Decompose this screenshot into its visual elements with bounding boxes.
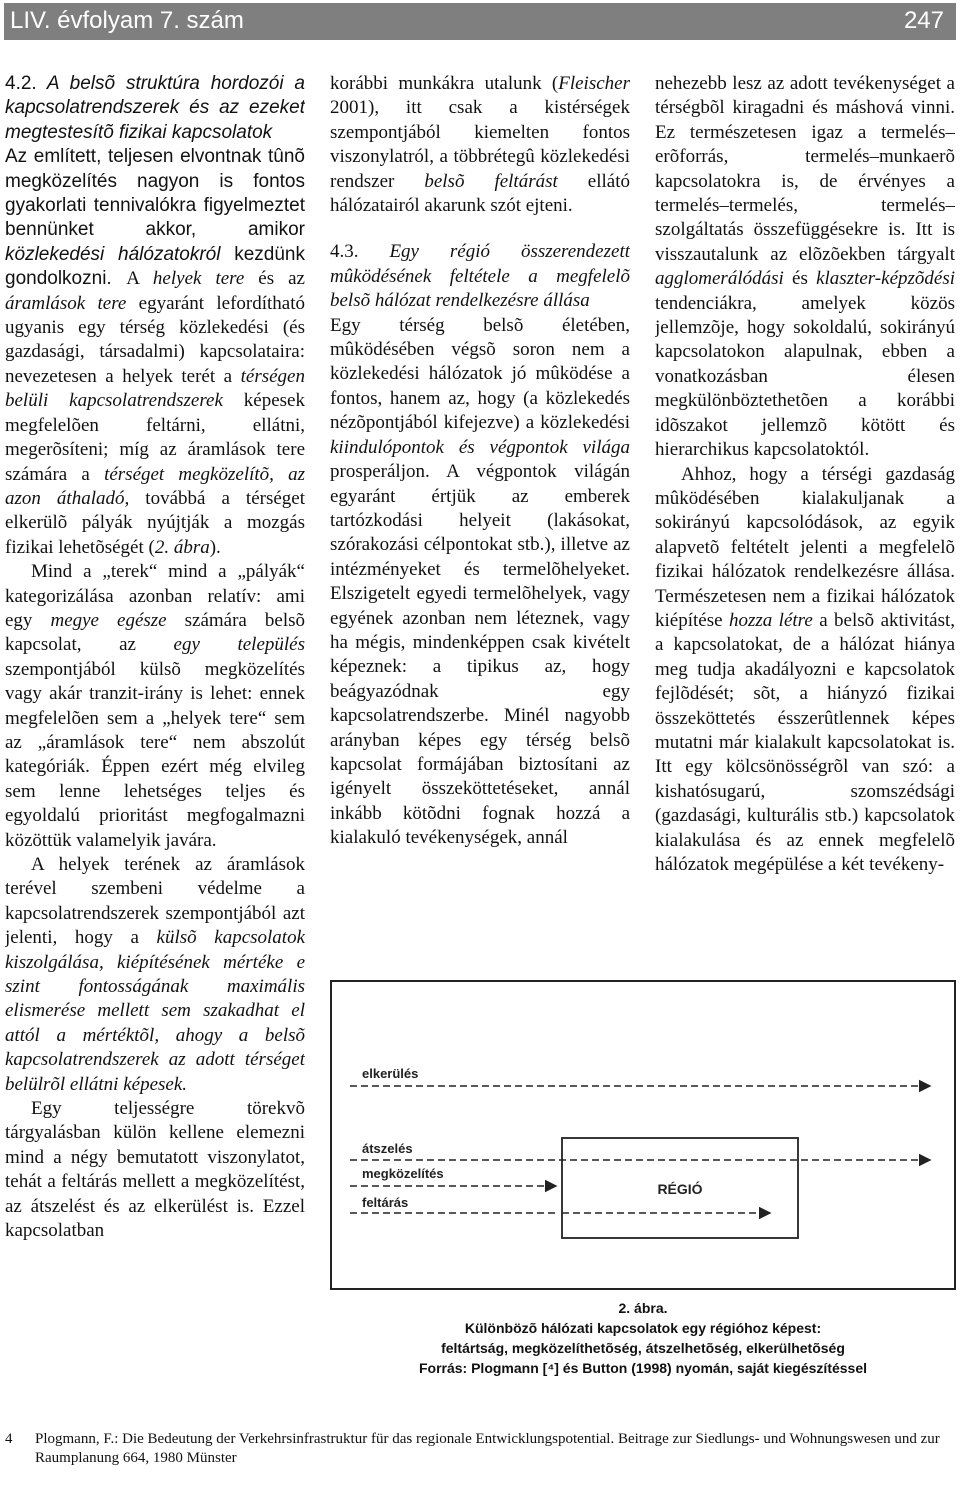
page-number: 247 — [903, 7, 944, 34]
text-run: Mind a „terek“ mind a „pályák“ kategorizálása azonban relatív: ami egy — [5, 561, 305, 631]
paragraph — [655, 72, 955, 463]
text-run: Egy térség belsõ életében, mûködésében végsõ soron nem a közlekedési hálózatok jó mûködése a fontos, hanem az, hogy (a közlekedés nézõpontjából kifejezve) a közlekedési — [330, 314, 630, 434]
paragraph — [5, 145, 305, 560]
caption-number: 2. ábra. — [618, 1300, 668, 1316]
section-heading-4-3: 4.3. Egy régió összerendezett mûködésének feltétele a megfelelõ belsõ hálózat rendelkezésre állása — [330, 241, 630, 312]
text-run: Egy teljességre törekvõ tárgyalásban külön kellene elemezni mind a négy bemutatott viszonylatot, tehát a feltárás mellett a megközelítést, az átszelést és az elkerülést is. Ezzel kapcsolatban — [5, 1098, 305, 1242]
label-atszeles: átszelés — [362, 1141, 413, 1156]
label-elkerules: elkerülés — [362, 1066, 419, 1081]
figure-2-network-diagram — [330, 980, 956, 1290]
footnote-number: 4 — [5, 1431, 13, 1447]
paragraph — [655, 463, 955, 878]
diagram-svg — [330, 980, 956, 1290]
text-run: egy település — [173, 634, 305, 656]
text-run: szempontjából külsõ megközelítés vagy akár tranzit-irány is lehet: ennek megfelelõen sem a „helyek tere“ sem az „áramlások tere“ nem abszolút kategóriák. Éppen ezért még elvileg sem lenne lehetséges teljes és egyoldalú prioritást megfogalmazni közöttük valamelyik javára. — [5, 658, 305, 851]
footnote — [5, 1430, 955, 1468]
text-run: és — [783, 268, 817, 290]
text-run: Ahhoz, hogy a térségi gazdaság mûködésében kialakuljanak a sokirányú kapcsolódások, az egyik alapvetõ feltételt jelenti a megfelelõ fizikai hálózatok rendelkezésre állása. Természetesen nem a fizikai hálózatok kiépítése — [655, 463, 955, 631]
text-run: ellátó hálózatairól akarunk szót ejteni. — [330, 170, 630, 217]
text-run: képesek megfelelõen feltárni, ellátni, megerõsíteni; míg az áramlások tere számára a — [5, 390, 305, 485]
figure-caption — [330, 1298, 956, 1378]
caption-title: Különbözõ hálózati kapcsolatok egy régióhoz képest: — [464, 1320, 822, 1336]
figure-frame — [331, 981, 955, 1289]
text-run: térségen belüli kapcsolatrendszerek — [5, 365, 305, 412]
text-run: helyek tere — [152, 268, 245, 290]
text-run: prosperáljon. A végpontok világán egyaránt értjük az emberek tartózkodási helyeit (lakásokat, szórakozási célpontokat stb.), illetve az intézményeket és termelõhelyeket. Elszigetelt egyedi termelõhelyek, vagy egyének azonban nem léteznek, vagy ha mégis, mindenképpen csak kivételt képeznek: a tipikus az, hogy beágyazódnak egy kapcsolatrendszerbe. Minél nagyobb arányban képes egy térség belsõ kapcsolat formájában biztosítani az igényelt összeköttetéseket, annál inkább kötõdni fognak hozzá a kialakuló tevékenységek, annál — [330, 461, 630, 849]
caption-source: Forrás: Plogmann [⁴] és Button (1998) nyomán, saját kiegészítéssel — [418, 1360, 868, 1376]
text-run: egyaránt lefordítható ugyanis egy térség közlekedési (és gazdasági, társadalmi) kapcsolataira: nevezetesen a helyek terét a — [5, 292, 305, 387]
paragraph — [5, 1097, 305, 1243]
paragraph — [330, 314, 630, 851]
text-run: hozza létre — [728, 609, 813, 631]
paragraph — [5, 853, 305, 1097]
footnote-text: Plogmann, F.: Die Bedeutung der Verkehrsinfrastruktur für das regionale Entwicklungspotential. Beitrage zur Siedlungs- und Wohnungswesen und zur Raumplanung 664, 1980 Münster — [35, 1431, 940, 1466]
text-run: Fleischer — [558, 73, 630, 94]
text-run: tendenciákra, amelyek közös jellemzõje, hogy sokoldalú, sokirányú kapcsolatokon alapulnak, ebben a vonatkozásban élesen megkülönböztethetõen a korábbi idõszakot jellemzõ kötött és hierarchikus kapcsolatoktól. — [655, 292, 955, 461]
text-run: 2. ábra — [154, 536, 210, 558]
paragraph — [5, 560, 305, 853]
text-run: ). — [209, 536, 221, 558]
text-run: a belsõ aktivitást, a kapcsolatokat, de a hálózat hiánya meg tudja akadályozni e kapcsolatok fejlõdését; sõt, a hiányzó fizikai összeköttetés ésszerûtlennek képes mutatni már kialakult kapcsolatokat is. Itt egy kölcsönösségrõl van szó: a kishatósugarú, szomszédsági (gazdasági, kulturális stb.) kapcsolatok kialakulása és az ennek megfelelõ hálózatok megépülése a két tevékeny- — [655, 609, 955, 875]
text-run: és az — [244, 268, 305, 290]
text-run: klaszter-képzõdési — [816, 268, 955, 290]
caption-subtitle: feltártság, megközelíthetõség, átszelhetõség, elkerülhetõség — [441, 1340, 845, 1356]
text-run: kiindulópontok és végpontok világa — [330, 436, 630, 458]
text-run: Az említett, teljesen elvontnak tûnõ megközelítés nagyon is fontos gyakorlati tennivalókra figyelmeztet bennünket akkor, amikor — [5, 146, 305, 241]
column-1 — [5, 72, 305, 1442]
text-run: A helyek terének az áramlások terével szembeni védelme a kapcsolatrendszerek szempontjából azt jelenti, hogy a — [5, 854, 305, 949]
label-regio: RÉGIÓ — [657, 1181, 703, 1197]
running-header — [4, 3, 956, 40]
text-run: térséget megközelítõ, az azon áthaladó, — [5, 463, 305, 509]
text-run: külsõ kapcsolatok kiszolgálása, kiépítésének mértéke e szint fontosságának maximális elismerése mellett sem szakadhat el attól a mértéktõl, ahogy a belsõ kapcsolatrendszerek az adott térséget belülrõl ellátni képesek. — [5, 927, 305, 1095]
text-run: közlekedési hálózatokról — [5, 243, 221, 265]
text-run: megye egésze — [50, 609, 167, 631]
journal-volume-issue: LIV. évfolyam 7. szám — [10, 7, 244, 34]
label-feltaras: feltárás — [362, 1195, 409, 1210]
text-run: 2001), itt csak a kistérségek szempontjából kiemelten fontos viszonylatról, a többrétegû közlekedési rendszer — [330, 97, 630, 192]
text-run: korábbi munkákra utalunk ( — [330, 73, 559, 94]
section-heading-4-2: 4.2. A belsõ struktúra hordozói a kapcsolatrendszerek és az ezeket megtestesítõ fizikai kapcsolatok — [5, 73, 305, 143]
label-megkozelites: megközelítés — [362, 1166, 444, 1181]
text-run: áramlások tere — [5, 292, 127, 314]
text-run: kezdünk gondolkozni. — [5, 243, 305, 290]
text-run: agglomerálódási — [655, 268, 784, 290]
text-run: A — [126, 268, 153, 290]
text-run: számára belsõ kapcsolat, az — [5, 609, 305, 656]
text-run: nehezebb lesz az adott tevékenységet a térségbõl kiragadni és máshová vinni. Ez természetesen igaz a termelés–erõforrás, termelés–munkaerõ kapcsolatokra is, de érvényes a termelés–termelés, termelés–szolgáltatás összefüggésekre is. Itt is visszautalunk az elõzõekben tárgyalt — [655, 73, 955, 265]
column-2 — [330, 72, 630, 972]
text-run: belsõ feltárást — [424, 170, 558, 192]
text-run: továbbá a térséget elkerülõ pályák nyújtják a mozgás fizikai lehetõségét ( — [5, 487, 305, 558]
column-3 — [655, 72, 955, 972]
paragraph — [330, 72, 630, 218]
